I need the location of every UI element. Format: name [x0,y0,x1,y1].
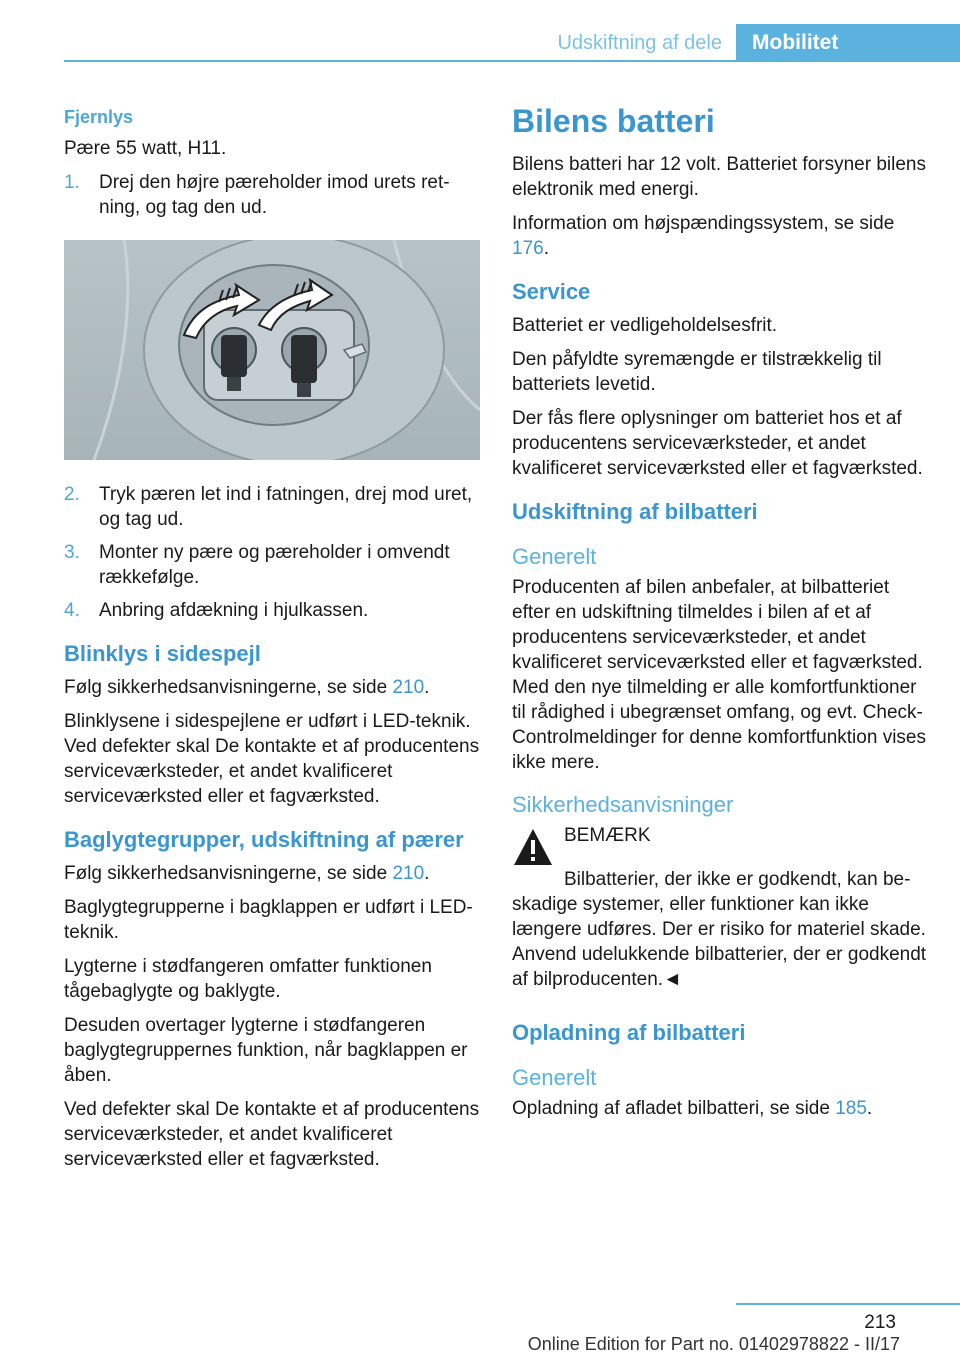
online-edition-note: Online Edition for Part no. 01402978822 - II/17 [527,1334,900,1354]
baglygte-defect-text: Ved defekter skal De kontakte et af producentens serviceværksteder, et andet kvalificeret serviceværksted eller et fagværksted. [64,1099,480,1170]
general-heading: Generelt [512,544,597,569]
warning-text: Bilbatterier, der ikke er godkendt, kan beskadige systemer, eller funktioner kan ikke længere udføres. Der er risiko for materiel skade. Anvend udelukkende bilbatterier, der er godkendt af bilproducenten.◄ [512,869,927,990]
page-link-176[interactable]: 176 [512,238,544,259]
header-section-title: Udskiftning af dele [557,32,722,54]
service-heading: Service [512,279,591,304]
header-rule [64,60,960,62]
step-text: Drej den højre pæreholder imod urets retning, og tag den ud. [99,172,450,218]
service-text-1: Batteriet er vedligeholdelsesfrit. [512,315,778,336]
general-text: Producenten af bilen anbefaler, at bilbatteriet efter en udskiftning tilmeldes i bilen af et af producentens serviceværksteder, et andet kvalificeret serviceværksted eller et fagværksted. Med den nye tilmelding er alle komfortfunktioner til rådighed i ubegrænset omfang, og evt. Check-Controlmeldinger for denne komfortfunktion vises ikke mere. [512,577,926,773]
warning-triangle-icon [512,827,554,867]
baglygte-led-text: Baglygtegrupperne i bagklappen er udført i LED-teknik. [64,897,473,943]
charging-text: Opladning af afladet bilbatteri, se side 185. [512,1098,873,1119]
baglygte-bumper-text: Lygterne i stødfangeren omfatter funktionen tågebaglygte og baklygte. [64,956,432,1002]
blinklys-heading: Blinklys i sidespejl [64,641,261,666]
page-link-210[interactable]: 210 [392,677,425,698]
baglygte-heading: Baglygtegrupper, udskiftning af pærer [64,827,464,852]
warning-content [564,823,651,848]
step-4 [64,598,480,623]
step-1 [64,170,480,220]
fjernlys-heading: Fjernlys [64,107,134,127]
warning-block [512,823,932,867]
battery-replacement-heading: Udskiftning af bilbatteri [512,499,758,524]
service-text-2: Den påfyldte syremængde er tilstrækkelig til batteriets levetid. [512,349,882,395]
step-number: 1. [64,172,80,193]
battery-intro: Bilens batteri har 12 volt. Batteriet forsyner bilens elektronik med energi. [512,154,926,200]
step-text: Anbring afdækning i hjulkassen. [99,600,369,621]
footer-rule [736,1303,960,1305]
baglygte-tailgate-text: Desuden overtager lygterne i stødfangeren baglygtegruppernes funktion, når bagklappen er åben. [64,1015,468,1086]
battery-title: Bilens batteri [512,103,715,139]
baglygte-safety-ref: Følg sikkerhedsanvisningerne, se side 210. [64,863,430,884]
page-link-210[interactable]: 210 [392,863,425,884]
warning-label: BEMÆRK [564,825,651,846]
step-text: Tryk pæren let ind i fatningen, drej mod uret, og tag ud. [99,484,473,530]
right-column [512,98,932,1130]
service-text-3: Der fås flere oplysninger om batteriet hos et af producentens serviceværksteder, et andet kvalificeret serviceværksted eller et fagværksted. [512,408,923,479]
step-number: 3. [64,542,80,563]
step-number: 2. [64,484,80,505]
step-3 [64,540,480,590]
charging-heading: Opladning af bilbatteri [512,1020,746,1045]
step-number: 4. [64,600,80,621]
headlight-bulb-illustration [64,240,480,460]
step-text: Monter ny pære og pæreholder i omvendt rækkefølge. [99,542,450,588]
charging-general-heading: Generelt [512,1065,597,1090]
left-column [64,98,480,1181]
blinklys-safety-ref: Følg sikkerhedsanvisningerne, se side 210. [64,677,430,698]
header-chapter-tab: Mobilitet [736,24,960,62]
step-2 [64,482,480,532]
page-number: 213 [864,1312,896,1333]
fjernlys-bulb-spec: Pære 55 watt, H11. [64,138,227,159]
page-link-185[interactable]: 185 [835,1098,867,1119]
blinklys-led-text: Blinklysene i sidespejlene er udført i LED-teknik. Ved defekter skal De kontakte et af producentens serviceværksteder, et andet kvalificeret serviceværksted eller et fagværksted. [64,711,480,807]
high-voltage-ref: Information om højspændingssystem, se side 176. [512,213,895,259]
safety-heading: Sikkerhedsanvisninger [512,792,734,817]
